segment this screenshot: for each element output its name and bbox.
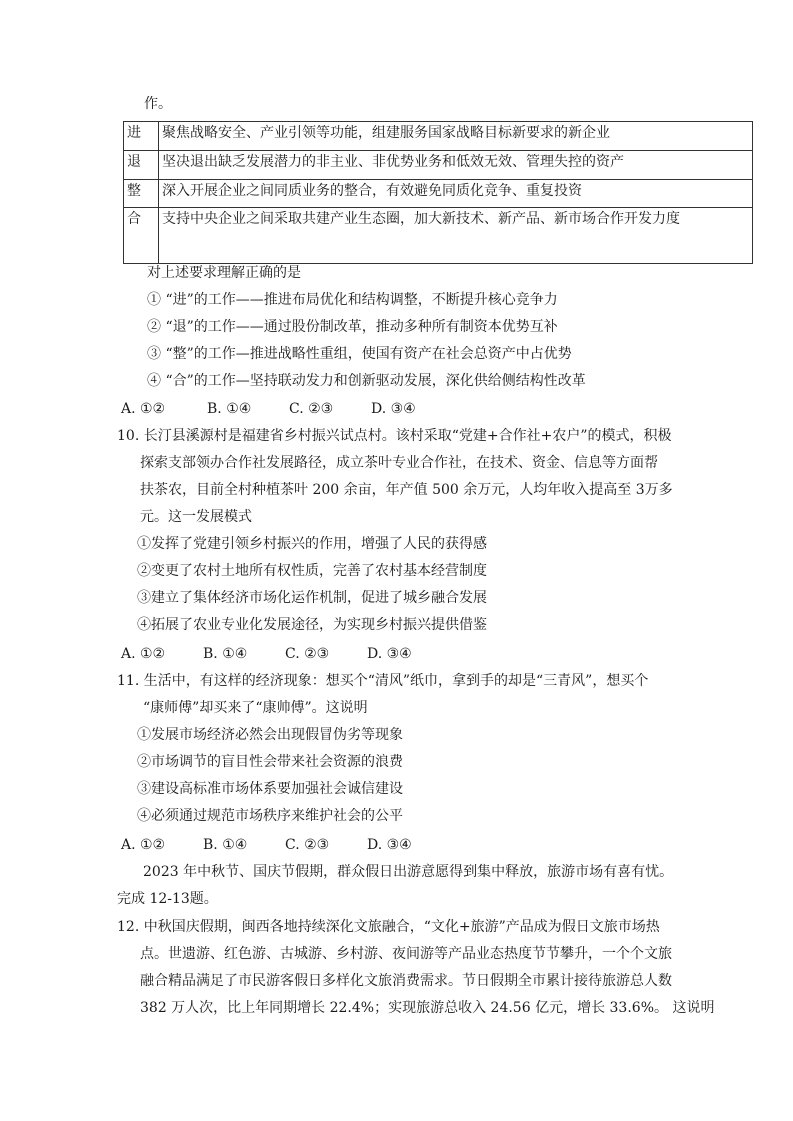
q12-stem-line: 382 万人次，比上年同期增长 22.4%；实现旅游总收入 24.56 亿元，增长 33.6%。 这说明 [140, 1000, 715, 1016]
q10-item-3: ③建立了集体经济市场化运作机制，促进了城乡融合发展 [137, 590, 487, 606]
option-a: A. ①② [121, 837, 166, 853]
q10-item-2: ②变更了农村土地所有权性质，完善了农村基本经营制度 [137, 563, 487, 579]
option-d: D. ③④ [371, 401, 416, 417]
q10-options [121, 645, 412, 663]
option-d: D. ③④ [367, 646, 412, 662]
row-value: 坚决退出缺乏发展潜力的非主业、非优势业务和低效无效、管理失控的资产 [159, 151, 753, 180]
table-row [124, 122, 753, 151]
q10-stem-line: 10. 长汀县溪源村是福建省乡村振兴试点村。该村采取“党建+合作社+农户”的模式，积极 [117, 428, 672, 444]
q11-options [121, 836, 412, 854]
requirements-table [123, 121, 753, 264]
row-key: 整 [124, 180, 159, 208]
row-value: 聚焦战略安全、产业引领等功能，组建服务国家战略目标新要求的新企业 [159, 122, 753, 151]
option-c: C. ②③ [285, 837, 330, 853]
q12-stem-line: 点。世遗游、红色游、古城游、乡村游、夜间游等产品业态热度节节攀升，一个个文旅 [140, 946, 672, 962]
q11-stem-line: 11. 生活中，有这样的经济现象：想买个“清风”纸巾，拿到手的却是“三青风”，想买个 [117, 673, 649, 689]
intro-line: 完成 12-13题。 [117, 891, 218, 907]
q9-item-3: ③ “整”的工作—推进战略性重组，使国有资产在社会总资产中占优势 [147, 346, 572, 362]
q10-item-1: ①发挥了党建引领乡村振兴的作用，增强了人民的获得感 [137, 536, 487, 552]
option-a: A. ①② [121, 646, 166, 662]
intro-line: 2023 年中秋节、国庆节假期，群众假日出游意愿得到集中释放，旅游市场有喜有忧。 [143, 864, 674, 880]
option-b: B. ①④ [207, 401, 252, 417]
fragment-text: 作。 [144, 96, 172, 112]
q11-item-4: ④必须通过规范市场秩序来维护社会的公平 [137, 808, 403, 824]
q12-stem-line: 融合精品满足了市民游客假日多样化文旅消费需求。节日假期全市累计接待旅游总人数 [140, 973, 672, 989]
option-c: C. ②③ [285, 646, 330, 662]
q12-stem-line: 12. 中秋国庆假期，闽西各地持续深化文旅融合，“文化+旅游”产品成为假日文旅市场热 [117, 919, 660, 935]
row-value: 支持中央企业之间采取共建产业生态圈，加大新技术、新产品、新市场合作开发力度 [159, 208, 753, 264]
option-a: A. ①② [121, 401, 166, 417]
q11-item-3: ③建设高标准市场体系要加强社会诚信建设 [137, 781, 403, 797]
q9-item-1: ① “进”的工作——推进布局优化和结构调整，不断提升核心竞争力 [147, 292, 558, 308]
option-b: B. ①④ [203, 837, 248, 853]
row-key: 进 [124, 122, 159, 151]
table-row [124, 180, 753, 208]
q10-stem-line: 扶茶农，目前全村种植茶叶 200 余亩，年产值 500 余万元，人均年收入提高至 3万多 [140, 482, 673, 498]
q10-stem-line: 元。这一发展模式 [140, 509, 252, 525]
table-row [124, 151, 753, 180]
option-d: D. ③④ [367, 837, 412, 853]
q9-stem: 对上述要求理解正确的是 [147, 265, 301, 281]
option-b: B. ①④ [203, 646, 248, 662]
q10-item-4: ④拓展了农业专业化发展途径，为实现乡村振兴提供借鉴 [137, 617, 487, 633]
table-row [124, 208, 753, 264]
q11-item-2: ②市场调节的盲目性会带来社会资源的浪费 [137, 754, 403, 770]
q9-options [121, 400, 416, 418]
row-value: 深入开展企业之间同质业务的整合，有效避免同质化竞争、重复投资 [159, 180, 753, 208]
q10-stem-line: 探索支部领办合作社发展路径，成立茶叶专业合作社，在技术、资金、信息等方面帮 [140, 455, 658, 471]
row-key: 合 [124, 208, 159, 264]
q11-item-1: ①发展市场经济必然会出现假冒伪劣等现象 [137, 727, 403, 743]
q9-item-4: ④ “合”的工作—坚持联动发力和创新驱动发展，深化供给侧结构性改革 [147, 373, 586, 389]
q9-item-2: ② “退”的工作——通过股份制改革，推动多种所有制资本优势互补 [147, 319, 558, 335]
q11-stem-line: “康师傅”却买来了“康帅傅”。这说明 [143, 700, 368, 716]
option-c: C. ②③ [289, 401, 334, 417]
row-key: 退 [124, 151, 159, 180]
